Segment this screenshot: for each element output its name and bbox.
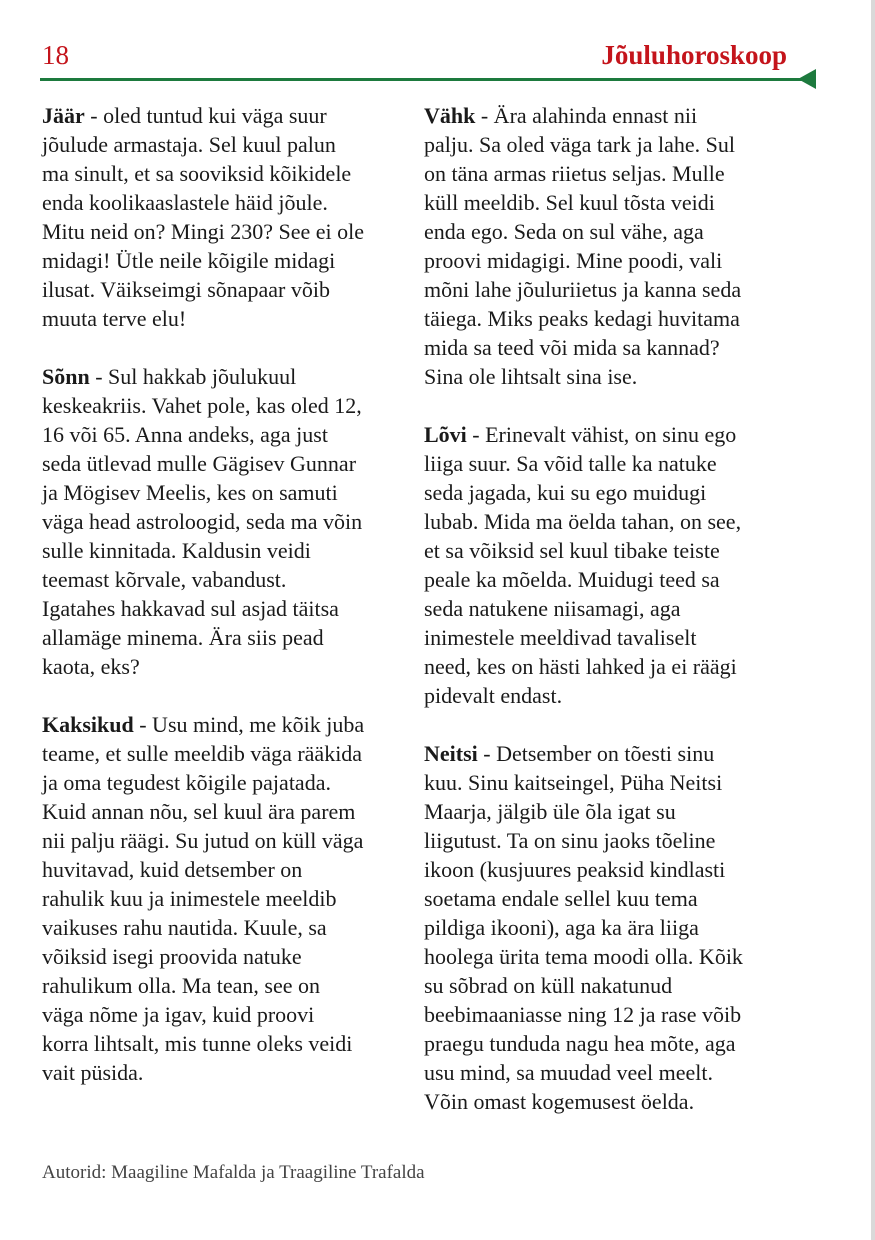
text-line: peale ka mõelda. Muidugi teed sa — [424, 567, 720, 592]
left-column — [42, 101, 414, 1116]
text-line: Sina ole lihtsalt sina ise. — [424, 364, 638, 389]
entry-text: - Ära alahinda ennast nii — [475, 103, 698, 128]
entry-text: - Usu mind, me kõik juba — [133, 712, 365, 737]
header-rule-arrow — [798, 69, 816, 89]
text-line: täiega. Miks peaks kedagi huvitama — [424, 306, 740, 331]
text-line: mida sa teed või mida sa kannad? — [424, 335, 720, 360]
text-line — [424, 101, 796, 130]
text-line: korra lihtsalt, mis tunne oleks veidi — [42, 1031, 353, 1056]
sign-name: Sõnn — [42, 364, 90, 389]
horoscope-entry — [424, 101, 796, 391]
text-line: ja Mögisev Meelis, kes on samuti — [42, 480, 338, 505]
text-line: väga nõme ja igav, kuid proovi — [42, 1002, 315, 1027]
right-column — [424, 101, 796, 1145]
text-line: seda jagada, kui su ego muidugi — [424, 480, 707, 505]
text-line: pidevalt endast. — [424, 683, 563, 708]
text-line: su sõbrad on küll nakatunud — [424, 973, 673, 998]
text-line: ikoon (kusjuures peaksid kindlasti — [424, 857, 726, 882]
sign-name: Vähk — [424, 103, 476, 128]
horoscope-entry — [424, 739, 796, 1116]
text-line: jõulude armastaja. Sel kuul palun — [42, 132, 336, 157]
text-line: ma sinult, et sa sooviksid kõikidele — [42, 161, 352, 186]
text-line: ilusat. Väikseimgi sõnapaar võib — [42, 277, 330, 302]
sign-name: Jäär — [42, 103, 85, 128]
text-line — [424, 739, 796, 768]
text-line: midagi! Ütle neile kõigile midagi — [42, 248, 336, 273]
text-line: palju. Sa oled väga tark ja lahe. Sul — [424, 132, 735, 157]
text-line: kuu. Sinu kaitseingel, Püha Neitsi — [424, 770, 723, 795]
text-line: sulle kinnitada. Kaldusin veidi — [42, 538, 311, 563]
text-line: seda ütlevad mulle Gägisev Gunnar — [42, 451, 357, 476]
text-line: proovi midagigi. Mine poodi, vali — [424, 248, 723, 273]
text-line: nii palju räägi. Su jutud on küll väga — [42, 828, 364, 853]
entry-text: - Erinevalt vähist, on sinu ego — [466, 422, 737, 447]
text-line: kaota, eks? — [42, 654, 140, 679]
text-line — [42, 710, 414, 739]
text-line: liigutust. Ta on sinu jaoks tõeline — [424, 828, 716, 853]
text-line: on täna armas riietus seljas. Mulle — [424, 161, 725, 186]
sign-name: Neitsi — [424, 741, 478, 766]
text-line: inimestele meeldivad tavaliselt — [424, 625, 697, 650]
header-rule — [40, 78, 802, 81]
text-line: usu mind, sa muudad veel meelt. — [424, 1060, 713, 1085]
page-edge — [871, 0, 875, 1240]
text-line: keskeakriis. Vahet pole, kas oled 12, — [42, 393, 362, 418]
text-line: need, kes on hästi lahked ja ei räägi — [424, 654, 737, 679]
entry-text: - oled tuntud kui väga suur — [84, 103, 327, 128]
text-line — [42, 362, 414, 391]
text-line: Võin omast kogemusest öelda. — [424, 1089, 695, 1114]
sign-name: Kaksikud — [42, 712, 134, 737]
text-line: muuta terve elu! — [42, 306, 187, 331]
entry-text: - Sul hakkab jõulukuul — [89, 364, 297, 389]
text-line: enda koolikaaslastele häid jõule. — [42, 190, 328, 215]
text-line: soetama endale sellel kuu tema — [424, 886, 698, 911]
text-line — [42, 101, 414, 130]
text-line: huvitavad, kuid detsember on — [42, 857, 303, 882]
text-line: rahulikum olla. Ma tean, see on — [42, 973, 320, 998]
text-line — [424, 420, 796, 449]
text-line: praegu tunduda nagu hea mõte, aga — [424, 1031, 736, 1056]
text-line: enda ego. Seda on sul vähe, aga — [424, 219, 704, 244]
text-line: seda natukene niisamagi, aga — [424, 596, 681, 621]
horoscope-entry — [42, 710, 414, 1087]
text-line: hoolega ürita tema moodi olla. Kõik — [424, 944, 743, 969]
page-title: Jõuluhoroskoop — [601, 40, 787, 70]
text-line: teemast kõrvale, vabandust. — [42, 567, 287, 592]
text-line: mõni lahe jõuluriietus ja kanna seda — [424, 277, 742, 302]
text-line: küll meeldib. Sel kuul tõsta veidi — [424, 190, 715, 215]
text-line: 16 või 65. Anna andeks, aga just — [42, 422, 328, 447]
text-line: rahulik kuu ja inimestele meeldib — [42, 886, 337, 911]
text-line: allamäge minema. Ära siis pead — [42, 625, 324, 650]
text-line: lubab. Mida ma öelda tahan, on see, — [424, 509, 742, 534]
text-line: Igatahes hakkavad sul asjad täitsa — [42, 596, 339, 621]
horoscope-entry — [424, 420, 796, 710]
entry-text: - Detsember on tõesti sinu — [477, 741, 715, 766]
authors-footer: Autorid: Maagiline Mafalda ja Traagiline Trafalda — [42, 1162, 425, 1183]
text-line: et sa võiksid sel kuul tibake teiste — [424, 538, 720, 563]
text-line: pildiga ikooni), aga ka ära liiga — [424, 915, 699, 940]
page-number: 18 — [42, 40, 69, 70]
text-line: Mitu neid on? Mingi 230? See ei ole — [42, 219, 364, 244]
text-line: väga head astroloogid, seda ma võin — [42, 509, 363, 534]
text-line: Kuid annan nõu, sel kuul ära parem — [42, 799, 356, 824]
text-line: ja oma tegudest kõigile pajatada. — [42, 770, 331, 795]
text-line: beebimaaniasse ning 12 ja rase võib — [424, 1002, 742, 1027]
text-line: Maarja, jälgib üle õla igat su — [424, 799, 676, 824]
text-line: vaikuses rahu nautida. Kuule, sa — [42, 915, 327, 940]
text-line: võiksid isegi proovida natuke — [42, 944, 302, 969]
text-line: liiga suur. Sa võid talle ka natuke — [424, 451, 717, 476]
sign-name: Lõvi — [424, 422, 467, 447]
text-line: vait püsida. — [42, 1060, 144, 1085]
horoscope-entry — [42, 101, 414, 333]
horoscope-entry — [42, 362, 414, 681]
text-line: teame, et sulle meeldib väga rääkida — [42, 741, 363, 766]
